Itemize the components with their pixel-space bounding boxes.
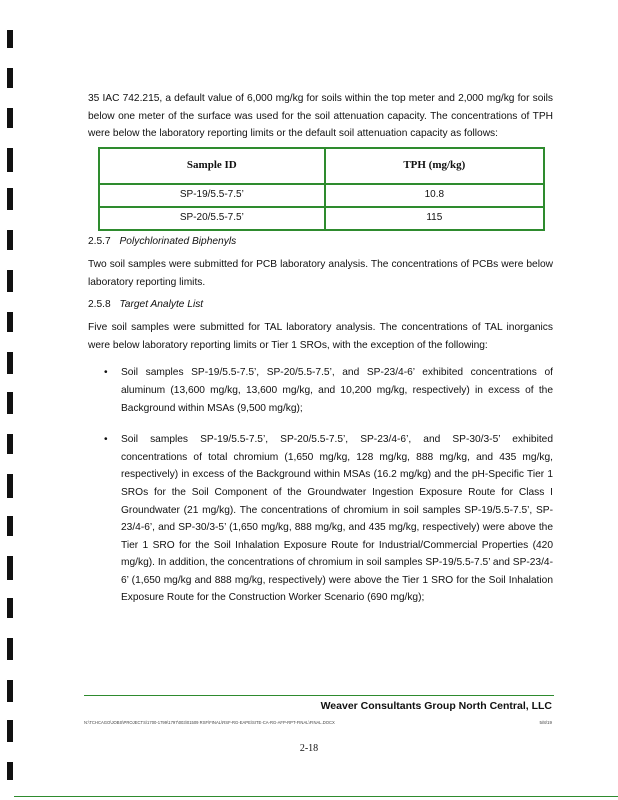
tph-table-wrapper xyxy=(98,147,545,231)
header-tph: TPH (mg/kg) xyxy=(325,148,544,184)
list-item xyxy=(88,364,553,417)
body-content xyxy=(88,90,553,621)
list-item-text: Soil samples SP-19/5.5-7.5’, SP-20/5.5-7.5’, and SP-23/4-6’ exhibited concentrations of aluminum (13,600 mg/kg, 13,600 mg/kg, and 10,200 mg/kg, respectively) in excess of the Background within MSAs (9,500 mg/kg); xyxy=(121,367,553,414)
page-number: 2-18 xyxy=(299,743,319,754)
table-cell: 115 xyxy=(325,207,544,230)
section-number: 2.5.7 xyxy=(88,235,111,247)
tal-paragraph: Five soil samples were submitted for TAL laboratory analysis. The concentrations of TAL inorganics were below laboratory reporting limits or Tier 1 SROs, with the exception of the following: xyxy=(88,322,553,351)
table-header-row xyxy=(99,148,544,184)
firm-name: Weaver Consultants Group North Central, LLC xyxy=(320,700,552,712)
file-path: N:\TCHCAGO\JOBS\PROJECTS\1700-1799\1797\003\01509 RSF\FINAL\RSF-RG-EAPE\SITE-CA-RG-AFP-RPT-FINAL\FINAL.DOCX xyxy=(84,720,335,725)
table-cell: SP-19/5.5-7.5’ xyxy=(99,184,325,207)
footer-date: 5/8/19 xyxy=(539,720,552,725)
section-heading-257 xyxy=(88,233,553,251)
section-heading-258 xyxy=(88,296,553,314)
table-cell: 10.8 xyxy=(325,184,544,207)
bottom-divider xyxy=(14,796,618,797)
pcb-paragraph: Two soil samples were submitted for PCB laboratory analysis. The concentrations of PCBs were below laboratory reporting limits. xyxy=(88,259,553,288)
list-item xyxy=(88,431,553,607)
list-item-text: Soil samples SP-19/5.5-7.5’, SP-20/5.5-7.5’, SP-23/4-6’, and SP-30/3-5’ exhibited concentrations of total chromium (1,650 mg/kg, 128 mg/kg, 888 mg/kg, and 435 mg/kg, respectively) in excess of the Background within MSAs (16.2 mg/kg) and the pH-Specific Tier 1 SROs for the Soil Component of the Groundwater Ingestion Exposure Route for Class I Groundwater (21 mg/kg). The concentrations of chromium in soil samples SP-19/5.5-7.5’, SP-23/4-6’, and SP-30/3-5’ (1,650 mg/kg, 888 mg/kg, and 435 mg/kg, respectively) were above the Tier 1 SRO for the Soil Inhalation Exposure Route for Industrial/Commercial Properties (420 mg/kg). In addition, the concentrations of chromium in soil samples SP-19/5.5-7.5’ and SP-23/4-6’ (1,650 mg/kg and 888 mg/kg, respectively) were above the Tier 1 SRO for the Soil Inhalation Exposure Route for the Construction Worker Scenario (690 mg/kg); xyxy=(121,434,553,604)
tph-table xyxy=(98,147,545,231)
table-row xyxy=(99,184,544,207)
table-row xyxy=(99,207,544,230)
section-title: Target Analyte List xyxy=(119,298,204,310)
header-sample-id: Sample ID xyxy=(99,148,325,184)
section-number: 2.5.8 xyxy=(88,298,111,310)
section-title: Polychlorinated Biphenyls xyxy=(119,235,237,247)
table-cell: SP-20/5.5-7.5’ xyxy=(99,207,325,230)
exception-list xyxy=(88,364,553,607)
bullet-icon: • xyxy=(104,367,108,379)
intro-paragraph: 35 IAC 742.215, a default value of 6,000 mg/kg for soils within the top meter and 2,000 mg/kg for soils below one meter of the surface was used for the soil attenuation capacity. The concentrations of TPH were below the laboratory reporting limits or the default soil attenuation capacity as follows: xyxy=(88,93,553,140)
footer-divider xyxy=(84,695,554,696)
bullet-icon: • xyxy=(104,434,108,446)
